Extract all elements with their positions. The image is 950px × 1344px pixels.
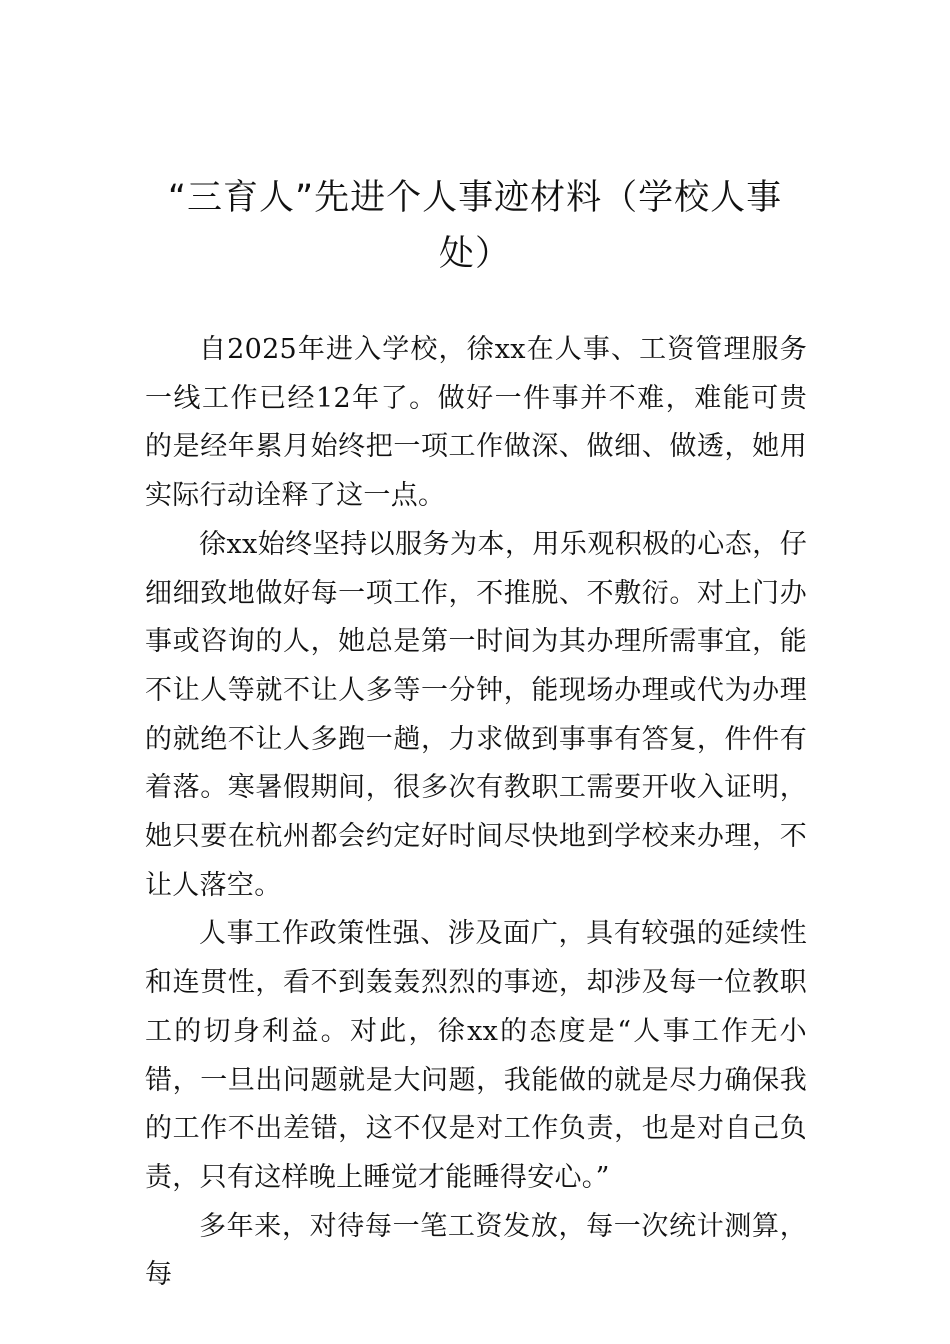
paragraph-3: 人事工作政策性强、涉及面广，具有较强的延续性和连贯性，看不到轰轰烈烈的事迹，却涉及每一位教职工的切身利益。对此，徐xx的态度是“人事工作无小错，一旦出问题就是大问题，我能做的就是尽力确保我的工作不出差错，这不仅是对工作负责，也是对自己负责，只有这样晚上睡觉才能睡得安心。”	[145, 918, 807, 1193]
document-body	[145, 326, 807, 1300]
paragraph-2: 徐xx始终坚持以服务为本，用乐观积极的心态，仔细细致地做好每一项工作，不推脱、不敷衍。对上门办事或咨询的人，她总是第一时间为其办理所需事宜，能不让人等就不让人多等一分钟，能现场办理或代为办理的就绝不让人多跑一趟，力求做到事事有答复，件件有着落。寒暑假期间，很多次有教职工需要开收入证明，她只要在杭州都会约定好时间尽快地到学校来办理，不让人落空。	[145, 528, 807, 901]
paragraph-1: 自2025年进入学校，徐xx在人事、工资管理服务一线工作已经12年了。做好一件事并不难，难能可贵的是经年累月始终把一项工作做深、做细、做透，她用实际行动诠释了这一点。	[145, 334, 807, 512]
document-title: “三育人”先进个人事迹材料（学校人事处）	[167, 178, 783, 274]
paragraph-4: 多年来，对待每一笔工资发放，每一次统计测算，每	[145, 1210, 807, 1291]
